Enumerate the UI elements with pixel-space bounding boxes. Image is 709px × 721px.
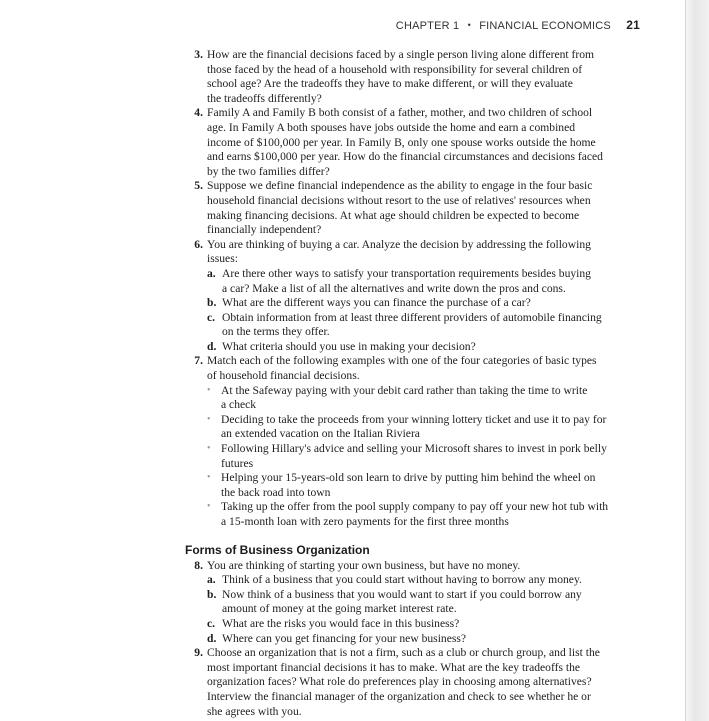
text-line: Taking up the offer from the pool supply company to pay off your new hot tub with — [221, 500, 609, 514]
text-line: What are the risks you would face in this business? — [222, 616, 460, 630]
text-line: At the Safeway paying with your debit card rather than taking the time to write — [221, 383, 588, 397]
text-line: Match each of the following examples with one of the four categories of basic types — [207, 354, 597, 368]
header-separator: • — [467, 20, 471, 30]
sub-question-letter: b. — [207, 296, 217, 310]
questions-part-1 — [0, 48, 640, 530]
bullet-icon: • — [207, 413, 211, 425]
sub-question — [207, 573, 620, 588]
bullet-icon: • — [207, 443, 211, 455]
text-line: age. In Family A both spouses have jobs outside the home and earn a combined — [207, 120, 576, 134]
text-line: of household financial decisions. — [207, 369, 360, 383]
sub-question-letter: a. — [207, 266, 216, 280]
sub-question — [207, 267, 620, 296]
sub-question — [207, 296, 620, 311]
text-line: Helping your 15-years-old son learn to drive by putting him behind the wheel on — [221, 471, 596, 485]
text-line: school age? Are the tradeoffs they have to make different, or will they evaluate — [207, 77, 573, 91]
text-line: household financial decisions without resort to the use of relatives' resources when — [207, 193, 591, 207]
text-line: by the two families differ? — [207, 164, 330, 178]
text-line: Deciding to take the proceeds from your winning lottery ticket and use it to pay for — [221, 412, 607, 426]
text-line: making financing decisions. At what age should children be expected to become — [207, 208, 580, 222]
text-line: issues: — [207, 252, 238, 266]
question-item — [0, 646, 620, 719]
text-line: What are the different ways you can finance the purchase of a car? — [222, 296, 531, 310]
chapter-label: CHAPTER 1 — [395, 20, 460, 32]
text-line: Interview the financial manager of the organization and check to see whether he or — [207, 689, 591, 703]
question-number: 4. — [194, 106, 203, 120]
text-line: a 15-month loan with zero payments for the first three months — [221, 515, 509, 528]
text-line: a car? Make a list of all the alternatives and write down the pros and cons. — [222, 281, 566, 295]
bullet-icon: • — [207, 472, 211, 484]
text-line: You are thinking of starting your own business, but have no money. — [207, 558, 521, 572]
question-number: 8. — [194, 558, 203, 572]
running-header — [0, 18, 640, 38]
question-item — [0, 238, 620, 355]
sub-question — [207, 311, 620, 340]
question-number: 7. — [194, 354, 203, 368]
sub-question-letter: c. — [207, 616, 216, 630]
text-line: those faced by the head of a household with responsibility for several children of — [207, 62, 583, 76]
section-heading: Forms of Business Organization — [185, 542, 370, 557]
text-line: Suppose we define financial independence as the ability to engage in the four basic — [207, 179, 593, 193]
question-item — [0, 106, 620, 179]
question-item — [0, 179, 620, 237]
text-line: and earns $100,000 per year. How do the financial circumstances and decisions faced — [207, 150, 603, 164]
sub-question — [207, 340, 620, 355]
question-item — [0, 354, 620, 529]
question-item — [0, 559, 620, 647]
text-line: the back road into town — [221, 485, 331, 499]
text-line: Choose an organization that is not a firm, such as a club or church group, and list the — [207, 646, 600, 660]
sub-question-letter: a. — [207, 573, 216, 587]
text-line: Family A and Family B both consist of a father, mother, and two children of school — [207, 106, 593, 120]
question-number: 6. — [194, 237, 203, 251]
bullet-item — [207, 413, 620, 442]
sub-question-letter: d. — [207, 631, 217, 645]
text-line: the tradeoffs differently? — [207, 91, 322, 105]
text-line: Where can you get financing for your new business? — [222, 631, 467, 645]
page-body — [0, 48, 640, 719]
question-number: 3. — [194, 48, 203, 61]
text-line: an extended vacation on the Italian Riviera — [221, 427, 420, 441]
sub-question-letter: d. — [207, 339, 217, 353]
text-line: financially independent? — [207, 223, 322, 237]
page-edge — [685, 0, 709, 721]
sub-question-letter: c. — [207, 310, 216, 324]
sub-question — [207, 617, 620, 632]
sub-question — [207, 632, 620, 647]
bullet-item — [207, 500, 620, 529]
text-line: Obtain information from at least three different providers of automobile financing — [222, 310, 602, 324]
bullet-item — [207, 442, 620, 471]
text-line: organization faces? What role do preferences play in choosing among alternatives? — [207, 675, 592, 689]
text-line: Think of a business that you could start without having to borrow any money. — [222, 573, 582, 587]
bullet-icon: • — [207, 384, 211, 396]
question-item — [0, 48, 620, 106]
text-line: a check — [221, 398, 257, 412]
text-line: Are there other ways to satisfy your transportation requirements besides buying — [222, 266, 591, 280]
bullet-item — [207, 471, 620, 500]
chapter-title: FINANCIAL ECONOMICS — [479, 20, 611, 32]
text-line: Following Hillary's advice and selling your Microsoft shares to invest in pork belly — [221, 442, 607, 456]
question-number: 9. — [194, 646, 203, 660]
text-line: amount of money at the going market interest rate. — [222, 602, 457, 616]
question-number: 5. — [194, 179, 203, 193]
questions-part-2 — [0, 559, 640, 720]
text-line: she agrees with you. — [207, 704, 302, 718]
text-line: on the terms they offer. — [222, 325, 330, 339]
text-line: You are thinking of buying a car. Analyze the decision by addressing the following — [207, 237, 591, 251]
text-line: How are the financial decisions faced by a single person living alone different from — [207, 48, 595, 61]
sub-question — [207, 588, 620, 617]
bullet-item — [207, 384, 620, 413]
text-line: What criteria should you use in making your decision? — [222, 339, 476, 353]
text-line: most important financial decisions it has to make. What are the key tradeoffs the — [207, 660, 581, 674]
text-line: Now think of a business that you would want to start if you could borrow any — [222, 587, 582, 601]
bullet-icon: • — [207, 501, 211, 513]
text-line: income of $100,000 per year. In Family B, only one spouse works outside the home — [207, 135, 596, 149]
page-number: 21 — [626, 18, 640, 32]
text-line: futures — [221, 456, 254, 470]
sub-question-letter: b. — [207, 587, 217, 601]
